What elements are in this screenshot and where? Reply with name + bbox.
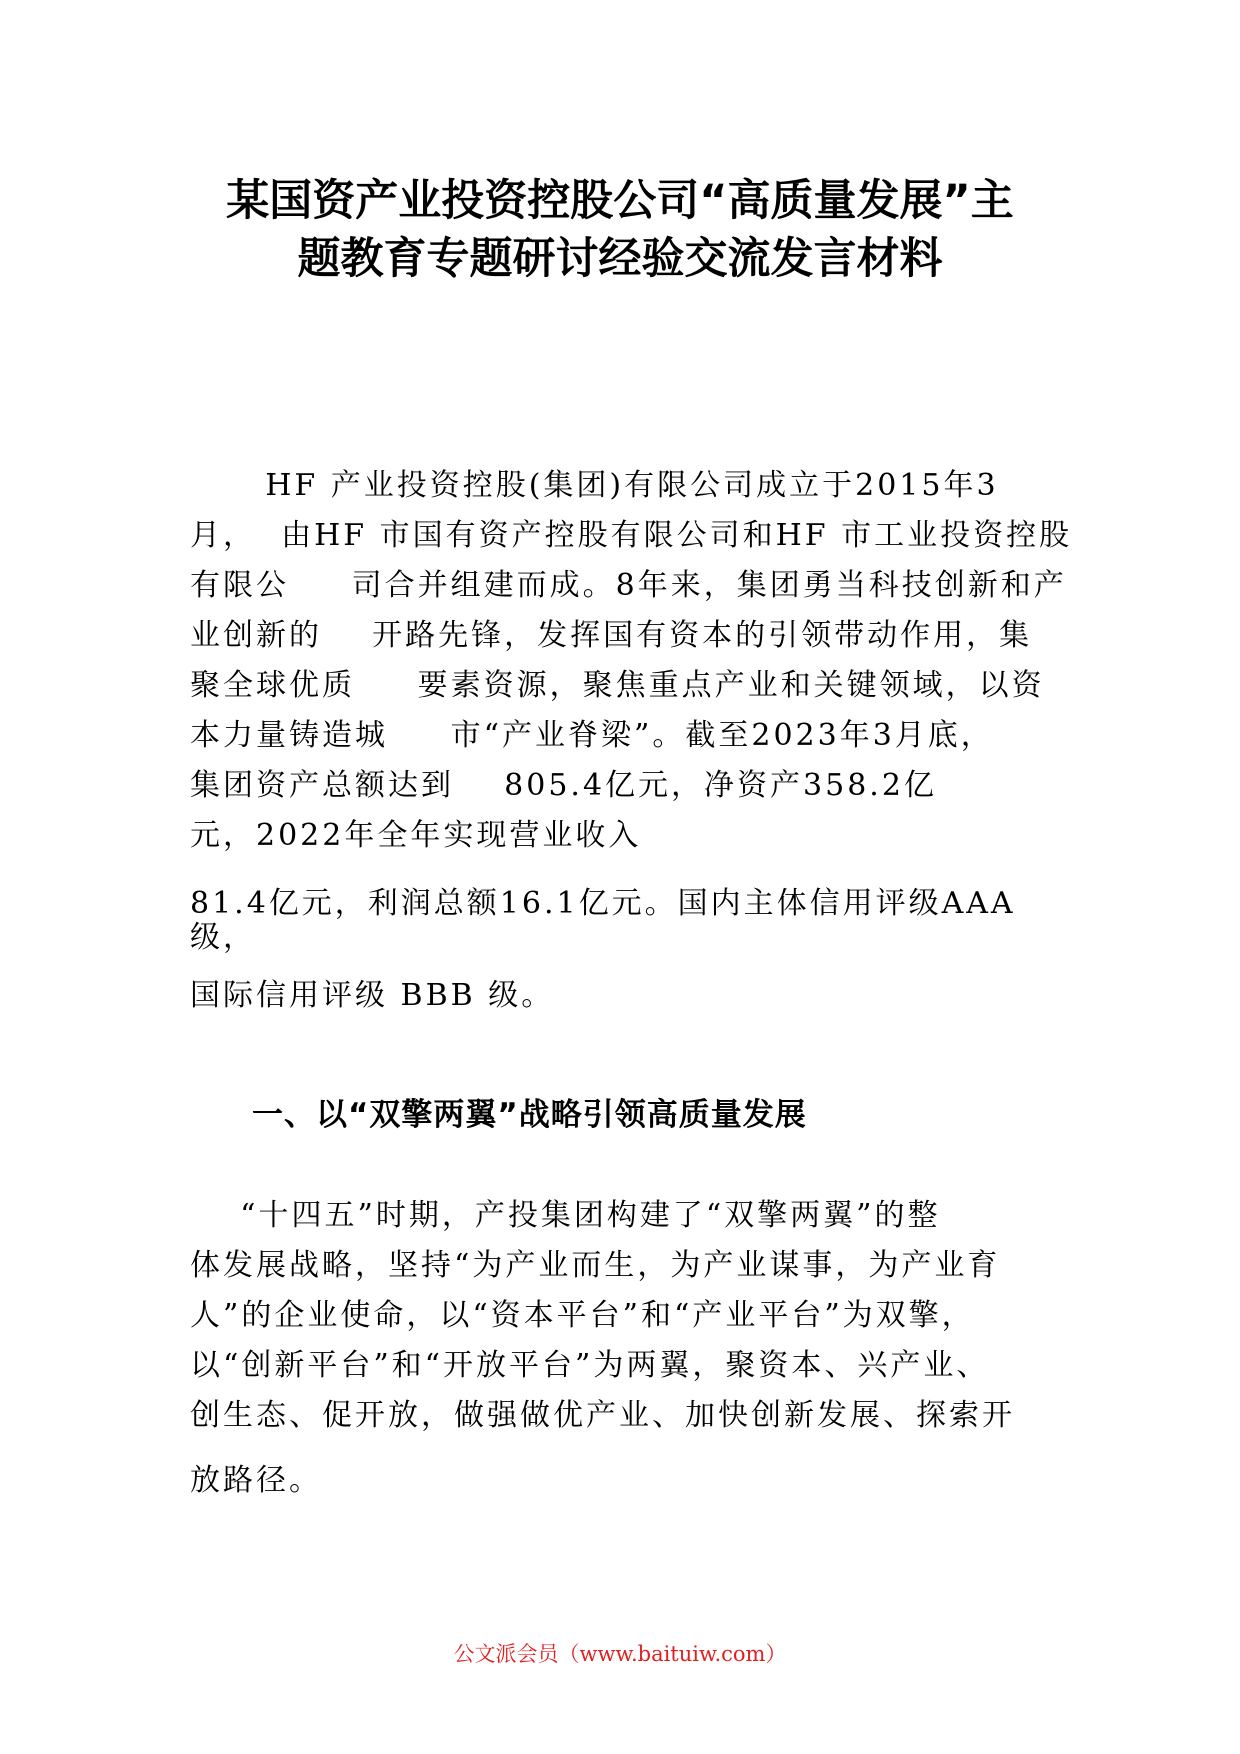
intro-line: 业创新的 开路先锋，发挥国有资本的引领带动作用，集 bbox=[190, 618, 1033, 653]
section-line: 放路径。 bbox=[190, 1463, 322, 1498]
section-line: 人”的企业使命，以“资本平台”和“产业平台”为双擎， bbox=[190, 1298, 975, 1333]
intro-line: 聚全球优质 要素资源，聚焦重点产业和关键领域，以资 bbox=[190, 668, 1045, 703]
section-line: 体发展战略，坚持“为产业而生，为产业谋事，为产业育 bbox=[190, 1248, 1001, 1283]
intro-line: 级， bbox=[190, 920, 256, 955]
intro-line: 元，2022年全年实现营业收入 bbox=[190, 818, 642, 853]
document-title bbox=[0, 172, 1240, 288]
footer-watermark-link[interactable]: 公文派会员（www.baituiw.com） bbox=[453, 1642, 787, 1666]
intro-line: 国际信用评级 BBB 级。 bbox=[190, 978, 555, 1013]
intro-line: 本力量铸造城 市“产业脊梁”。截至2023年3月底， bbox=[190, 718, 994, 753]
intro-line: HF 产业投资控股(集团)有限公司成立于2015年3 bbox=[190, 468, 999, 503]
section-line: “十四五”时期，产投集团构建了“双擎两翼”的整 bbox=[190, 1198, 941, 1233]
intro-line: 集团资产总额达到 805.4亿元，净资产358.2亿 bbox=[190, 768, 937, 803]
section-line: 以“创新平台”和“开放平台”为两翼，聚资本、兴产业、 bbox=[190, 1348, 990, 1383]
title-line-2: 题教育专题研讨经验交流发言材料 bbox=[297, 234, 943, 284]
title-line-1: 某国资产业投资控股公司“高质量发展”主 bbox=[226, 176, 1014, 226]
intro-line: 81.4亿元，利润总额16.1亿元。国内主体信用评级AAA bbox=[190, 886, 1016, 921]
section-heading: 一、以“双擎两翼”战略引领高质量发展 bbox=[252, 1097, 807, 1133]
intro-line: 有限公 司合并组建而成。8年来，集团勇当科技创新和产 bbox=[190, 568, 1067, 603]
intro-line: 月， 由HF 市国有资产控股有限公司和HF 市工业投资控股 bbox=[190, 518, 1073, 553]
section-line: 创生态、促开放，做强做优产业、加快创新发展、探索开 bbox=[190, 1398, 1015, 1433]
